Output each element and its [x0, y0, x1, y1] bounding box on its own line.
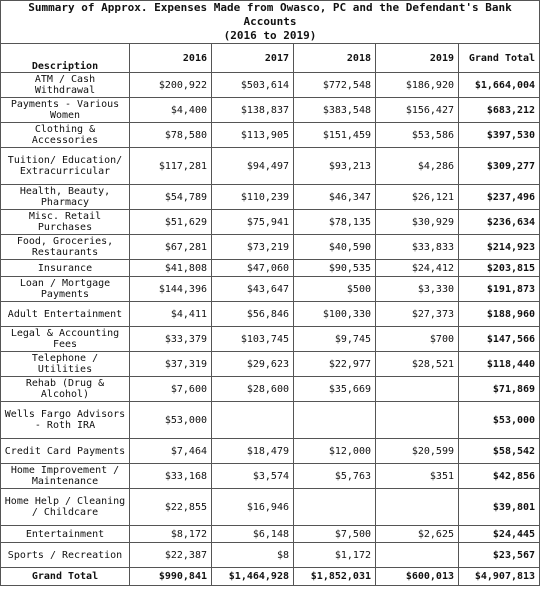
cell-2018: $5,763 — [294, 464, 376, 489]
cell-2018: $22,977 — [294, 352, 376, 377]
header-2017: 2017 — [212, 44, 294, 73]
grand-total-cell: $42,856 — [459, 464, 540, 489]
cell-2017: $56,846 — [212, 302, 294, 327]
title-row — [1, 1, 540, 44]
cell-2018: $383,548 — [294, 98, 376, 123]
header-row — [1, 44, 540, 73]
cell-2017: $6,148 — [212, 526, 294, 543]
table-row — [1, 377, 540, 402]
grand-total-cell: $71,869 — [459, 377, 540, 402]
cell-2018: $151,459 — [294, 123, 376, 148]
cell-2016: $22,855 — [130, 489, 212, 526]
description-cell: Misc. Retail Purchases — [1, 210, 130, 235]
table-row — [1, 489, 540, 526]
cell-2019: $351 — [376, 464, 459, 489]
cell-2016: $33,379 — [130, 327, 212, 352]
grand-total-2018: $1,852,031 — [294, 568, 376, 586]
description-cell: Insurance — [1, 260, 130, 277]
cell-2017: $8 — [212, 543, 294, 568]
grand-total-cell: $147,566 — [459, 327, 540, 352]
table-title-line-1: Summary of Approx. Expenses Made from Owasco, PC and the Defendant's Bank Accounts — [28, 1, 512, 28]
cell-2017: $103,745 — [212, 327, 294, 352]
cell-2018: $78,135 — [294, 210, 376, 235]
table-row — [1, 464, 540, 489]
cell-2019 — [376, 402, 459, 439]
description-cell: Sports / Recreation — [1, 543, 130, 568]
cell-2016: $54,789 — [130, 185, 212, 210]
table-row — [1, 73, 540, 98]
cell-2019: $186,920 — [376, 73, 459, 98]
cell-2016: $78,580 — [130, 123, 212, 148]
cell-2017 — [212, 402, 294, 439]
grand-total-cell: $118,440 — [459, 352, 540, 377]
cell-2018: $1,172 — [294, 543, 376, 568]
grand-total-overall: $4,907,813 — [459, 568, 540, 586]
grand-total-cell: $24,445 — [459, 526, 540, 543]
cell-2017: $43,647 — [212, 277, 294, 302]
description-cell: Payments - Various Women — [1, 98, 130, 123]
grand-total-cell: $1,664,004 — [459, 73, 540, 98]
cell-2018: $35,669 — [294, 377, 376, 402]
grand-total-row — [1, 568, 540, 586]
cell-2017: $29,623 — [212, 352, 294, 377]
cell-2016: $67,281 — [130, 235, 212, 260]
header-grand-total: Grand Total — [459, 44, 540, 73]
cell-2018: $7,500 — [294, 526, 376, 543]
cell-2019: $156,427 — [376, 98, 459, 123]
cell-2017: $110,239 — [212, 185, 294, 210]
table-row — [1, 352, 540, 377]
cell-2016: $41,808 — [130, 260, 212, 277]
grand-total-cell: $214,923 — [459, 235, 540, 260]
grand-total-cell: $188,960 — [459, 302, 540, 327]
cell-2019 — [376, 489, 459, 526]
table-row — [1, 277, 540, 302]
header-description: Description — [1, 44, 130, 73]
cell-2016: $8,172 — [130, 526, 212, 543]
cell-2019: $4,286 — [376, 148, 459, 185]
table-row — [1, 235, 540, 260]
description-cell: Legal & Accounting Fees — [1, 327, 130, 352]
cell-2019 — [376, 543, 459, 568]
grand-total-cell: $237,496 — [459, 185, 540, 210]
description-cell: Clothing & Accessories — [1, 123, 130, 148]
description-cell: Home Improvement / Maintenance — [1, 464, 130, 489]
cell-2017: $138,837 — [212, 98, 294, 123]
cell-2018: $46,347 — [294, 185, 376, 210]
table-row — [1, 98, 540, 123]
cell-2016: $37,319 — [130, 352, 212, 377]
table-row — [1, 210, 540, 235]
cell-2019 — [376, 377, 459, 402]
cell-2017: $18,479 — [212, 439, 294, 464]
cell-2017: $28,600 — [212, 377, 294, 402]
grand-total-cell: $309,277 — [459, 148, 540, 185]
grand-total-cell: $203,815 — [459, 260, 540, 277]
cell-2018: $12,000 — [294, 439, 376, 464]
cell-2016: $51,629 — [130, 210, 212, 235]
grand-total-cell: $236,634 — [459, 210, 540, 235]
cell-2016: $53,000 — [130, 402, 212, 439]
header-2018: 2018 — [294, 44, 376, 73]
cell-2016: $22,387 — [130, 543, 212, 568]
grand-total-2019: $600,013 — [376, 568, 459, 586]
table-row — [1, 402, 540, 439]
table-row — [1, 302, 540, 327]
header-2019: 2019 — [376, 44, 459, 73]
grand-total-cell: $58,542 — [459, 439, 540, 464]
table-row — [1, 327, 540, 352]
description-cell: Rehab (Drug & Alcohol) — [1, 377, 130, 402]
description-cell: ATM / Cash Withdrawal — [1, 73, 130, 98]
cell-2019: $30,929 — [376, 210, 459, 235]
table-row — [1, 439, 540, 464]
cell-2019: $20,599 — [376, 439, 459, 464]
cell-2019: $3,330 — [376, 277, 459, 302]
description-cell: Adult Entertainment — [1, 302, 130, 327]
cell-2018: $500 — [294, 277, 376, 302]
table-row — [1, 185, 540, 210]
cell-2016: $33,168 — [130, 464, 212, 489]
description-cell: Food, Groceries, Restaurants — [1, 235, 130, 260]
header-2016: 2016 — [130, 44, 212, 73]
cell-2018: $100,330 — [294, 302, 376, 327]
table-title-line-2: (2016 to 2019) — [223, 29, 317, 42]
cell-2017: $503,614 — [212, 73, 294, 98]
cell-2018 — [294, 402, 376, 439]
cell-2017: $73,219 — [212, 235, 294, 260]
description-cell: Entertainment — [1, 526, 130, 543]
cell-2018: $90,535 — [294, 260, 376, 277]
table-title — [1, 1, 540, 44]
cell-2019: $2,625 — [376, 526, 459, 543]
cell-2017: $16,946 — [212, 489, 294, 526]
grand-total-label: Grand Total — [1, 568, 130, 586]
cell-2016: $117,281 — [130, 148, 212, 185]
table-row — [1, 543, 540, 568]
cell-2019: $700 — [376, 327, 459, 352]
description-cell: Home Help / Cleaning / Childcare — [1, 489, 130, 526]
description-cell: Credit Card Payments — [1, 439, 130, 464]
cell-2019: $27,373 — [376, 302, 459, 327]
cell-2019: $28,521 — [376, 352, 459, 377]
cell-2018: $40,590 — [294, 235, 376, 260]
cell-2018: $772,548 — [294, 73, 376, 98]
description-cell: Loan / Mortgage Payments — [1, 277, 130, 302]
cell-2017: $47,060 — [212, 260, 294, 277]
cell-2016: $4,411 — [130, 302, 212, 327]
description-cell: Telephone / Utilities — [1, 352, 130, 377]
cell-2018: $93,213 — [294, 148, 376, 185]
cell-2018 — [294, 489, 376, 526]
description-cell: Tuition/ Education/ Extracurricular — [1, 148, 130, 185]
cell-2016: $144,396 — [130, 277, 212, 302]
cell-2019: $33,833 — [376, 235, 459, 260]
table-row — [1, 526, 540, 543]
cell-2016: $200,922 — [130, 73, 212, 98]
cell-2017: $113,905 — [212, 123, 294, 148]
cell-2019: $24,412 — [376, 260, 459, 277]
grand-total-cell: $53,000 — [459, 402, 540, 439]
table-row — [1, 123, 540, 148]
cell-2019: $53,586 — [376, 123, 459, 148]
grand-total-cell: $23,567 — [459, 543, 540, 568]
grand-total-cell: $397,530 — [459, 123, 540, 148]
cell-2016: $7,600 — [130, 377, 212, 402]
description-cell: Wells Fargo Advisors - Roth IRA — [1, 402, 130, 439]
description-cell: Health, Beauty, Pharmacy — [1, 185, 130, 210]
table-row — [1, 260, 540, 277]
grand-total-cell: $683,212 — [459, 98, 540, 123]
grand-total-2016: $990,841 — [130, 568, 212, 586]
table-row — [1, 148, 540, 185]
cell-2017: $3,574 — [212, 464, 294, 489]
cell-2016: $7,464 — [130, 439, 212, 464]
grand-total-2017: $1,464,928 — [212, 568, 294, 586]
cell-2017: $94,497 — [212, 148, 294, 185]
cell-2017: $75,941 — [212, 210, 294, 235]
grand-total-cell: $39,801 — [459, 489, 540, 526]
cell-2019: $26,121 — [376, 185, 459, 210]
grand-total-cell: $191,873 — [459, 277, 540, 302]
cell-2016: $4,400 — [130, 98, 212, 123]
cell-2018: $9,745 — [294, 327, 376, 352]
